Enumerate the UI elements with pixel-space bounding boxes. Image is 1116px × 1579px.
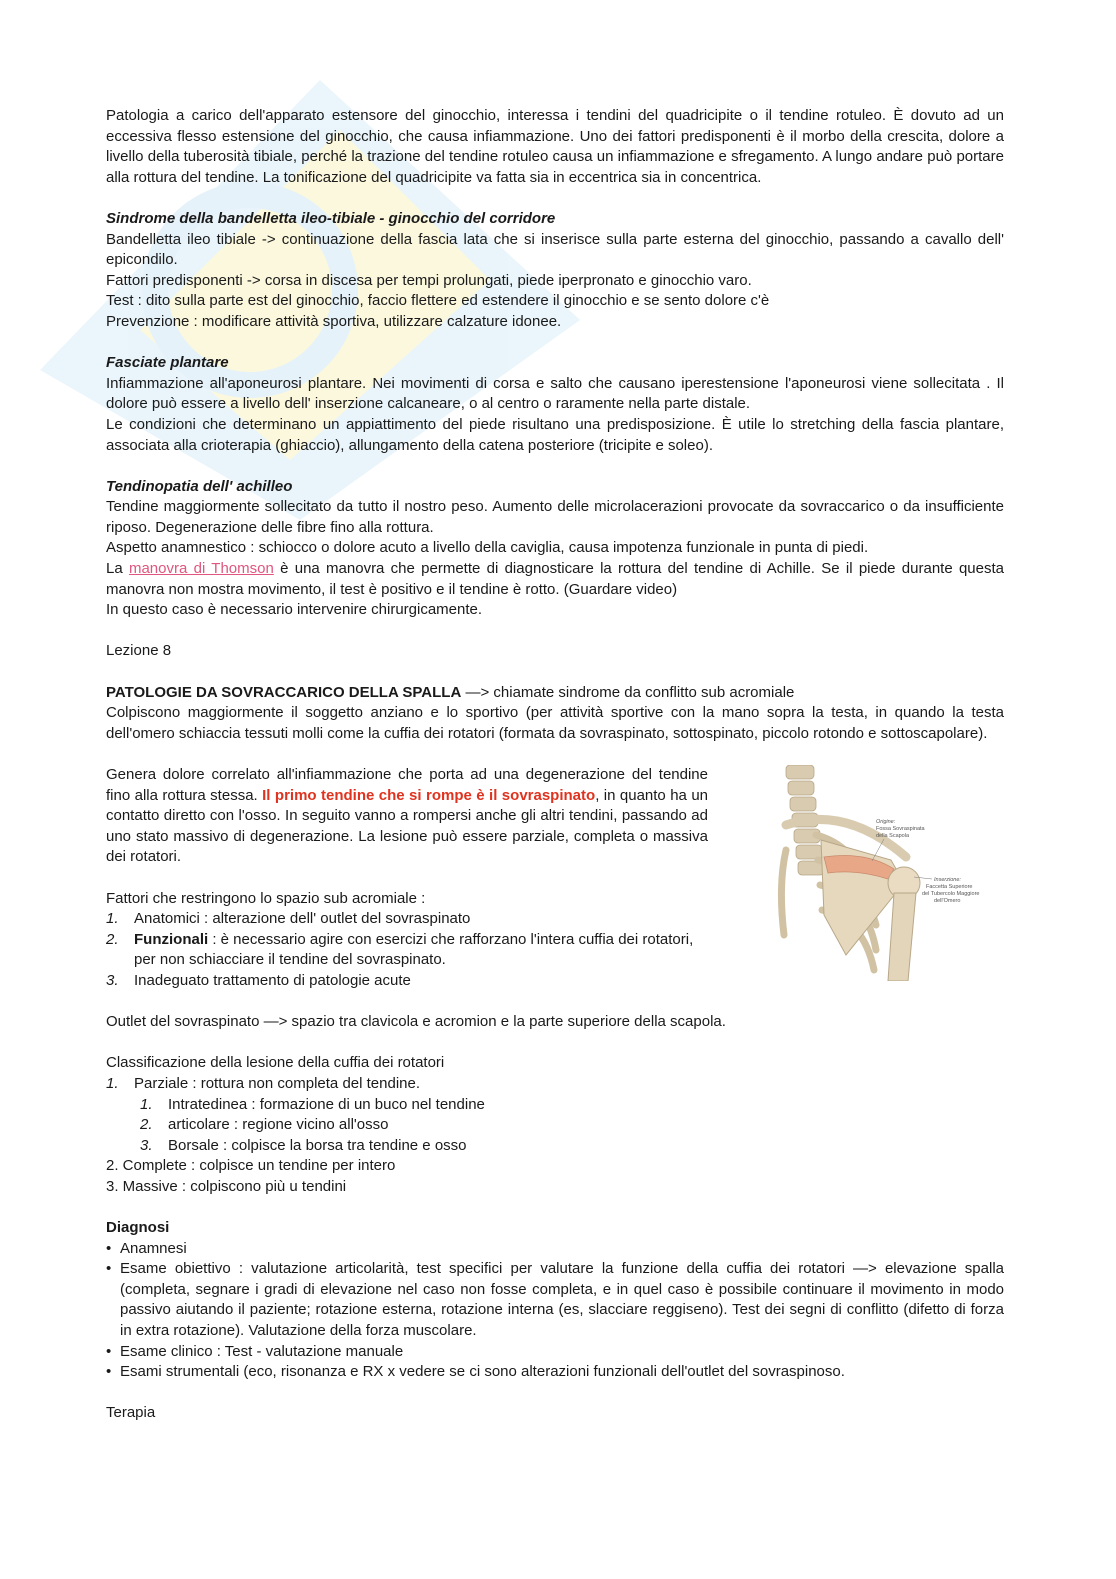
subitem-number: 2. — [140, 1116, 153, 1134]
classification-item-3: 3. Massive : colpiscono più u tendini — [106, 1177, 347, 1195]
therapy-heading: Terapia — [106, 1404, 156, 1422]
supraspinatus-highlight: Il primo tendine che si rompe è il sovraspinato — [262, 786, 596, 804]
diagnosis-item — [106, 1342, 1004, 1363]
shoulder-anatomy-image — [776, 765, 1006, 981]
achilles-line-4: In questo caso è necessario intervenire chirurgicamente. — [106, 601, 483, 619]
plantar-line-2: Le condizioni che determinano un appiattimento del piede risultano una predisposizione. È utile lo stretching della fascia plantare, associata alla crioterapia (ghiaccio), allungamento della catena posteriore (tricipite e soleo). — [106, 415, 1004, 454]
subitem-number: 1. — [140, 1095, 153, 1113]
factors-title: Fattori che restringono lo spazio sub acromiale : — [106, 889, 426, 907]
subitem-text: Borsale : colpisce la borsa tra tendine e osso — [168, 1136, 467, 1154]
classification-subitem — [106, 1136, 1004, 1157]
shoulder-line-1: Colpiscono maggiormente il soggetto anziano e lo sportivo (per attività sportive con la mano sopra la testa, in quando la testa dell'omero schiaccia tessuti molli come la cuffia dei rotatori (formata da sovraspinato, sottospinato, piccolo rotondo e sottoscapolare). — [106, 704, 1004, 742]
achilles-heading: Tendinopatia dell' achilleo — [106, 477, 293, 495]
factor-bold: Funzionali — [134, 930, 209, 948]
shoulder-figure-section — [106, 765, 1004, 992]
classification-title: Classificazione della lesione della cuffia dei rotatori — [106, 1054, 445, 1072]
origin-label-3: della Scapola — [876, 833, 910, 839]
factor-item — [106, 930, 708, 971]
lesson-label: Lezione 8 — [106, 642, 172, 660]
insertion-label-2: Faccetta Superiore — [926, 884, 973, 890]
achilles-line-3 — [106, 559, 1004, 600]
achilles-line-2: Aspetto anamnestico : schiocco o dolore acuto a livello della caviglia, causa impotenza funzionale in punta di piedi. — [106, 539, 869, 557]
bullet-icon: • — [106, 1260, 112, 1278]
factor-number: 2. — [106, 930, 119, 948]
subitem-number: 3. — [140, 1136, 153, 1154]
insertion-label-4: dell'Omero — [934, 898, 961, 904]
classification-subitem — [106, 1095, 1004, 1116]
classification-subitem — [106, 1115, 1004, 1136]
origin-label-2: Fossa Sovraspinata — [876, 826, 925, 832]
classification-number: 1. — [106, 1074, 119, 1092]
diagnosis-item — [106, 1362, 1004, 1383]
itb-line-2: Fattori predisponenti -> corsa in discesa per tempi prolungati, piede iperpronato e ginocchio varo. — [106, 271, 752, 289]
subitem-text: Intratedinea : formazione di un buco nel tendine — [168, 1095, 485, 1113]
shoulder-heading-line — [106, 683, 1004, 704]
intro-paragraph: Patologia a carico dell'apparato estensore del ginocchio, interessa i tendini del quadricipite o il tendine rotuleo. È dovuto ad un eccessiva flesso estensione del ginocchio, che causa infiammazione. Uno dei fattori predisponenti è il morbo della crescita, dolore a livello della tuberosità tibiale, perché la trazione del tendine rotuleo causa un infiammazione e sfregamento. A lungo andare può portare alla rottura del tendine. La tonificazione del quadricipite va fatta sia in eccentrica sia in concentrica. — [106, 107, 1004, 186]
diagnosis-item — [106, 1239, 1004, 1260]
diagnosis-item-text: Anamnesi — [120, 1239, 187, 1257]
bullet-icon: • — [106, 1239, 112, 1257]
factors-list — [106, 909, 708, 991]
factor-text: : è necessario agire con esercizi che rafforzano l'intera cuffia dei rotatori, per non schiacciare il tendine del sovraspinato. — [134, 930, 694, 969]
factor-text: Inadeguato trattamento di patologie acute — [134, 971, 411, 989]
diagnosis-item-text: Esami strumentali (eco, risonanza e RX x vedere se ci sono alterazioni funzionali dell'outlet del sovraspinoso. — [120, 1363, 845, 1381]
shoulder-heading: PATOLOGIE DA SOVRACCARICO DELLA SPALLA — [106, 683, 462, 701]
plantar-heading: Fasciate plantare — [106, 354, 229, 372]
factor-item — [106, 971, 708, 992]
shoulder-heading-rest: —> chiamate sindrome da conflitto sub acromiale — [461, 683, 795, 701]
diagnosis-item — [106, 1259, 1004, 1341]
outlet-line: Outlet del sovraspinato —> spazio tra clavicola e acromion e la parte superiore della scapola. — [106, 1013, 726, 1031]
factor-text: Anatomici : alterazione dell' outlet del sovraspinato — [134, 910, 471, 928]
bullet-icon: • — [106, 1363, 112, 1381]
shoulder-paragraph-2 — [106, 765, 708, 868]
itb-line-4: Prevenzione : modificare attività sportiva, utilizzare calzature idonee. — [106, 312, 562, 330]
diagnosis-item-text: Esame obiettivo : valutazione articolarità, test specifici per valutare la funzione della cuffia dei rotatori —> elevazione spalla (completa, segnare i gradi di elevazione nel caso non fosse completa, e in quel caso è possibile continuare il movimento in modo passivo aiutando il paziente; rotazione esterna, rotazione interna (es, slacciare reggiseno). Test dei segni di conflitto (difetto di forza in extra rotazione). Valutazione della forza muscolare. — [120, 1260, 1004, 1340]
shoulder-p2-pre: Genera dolore correlato all'infiammazione che porta ad una degenerazione del tendine fino alla rottura stessa. — [106, 766, 708, 804]
itb-heading: Sindrome della bandelletta ileo-tibiale - ginocchio del corridore — [106, 209, 556, 227]
bullet-icon: • — [106, 1342, 112, 1360]
subitem-text: articolare : regione vicino all'osso — [168, 1116, 389, 1134]
diagnosis-list — [106, 1239, 1004, 1383]
diagnosis-heading: Diagnosi — [106, 1219, 170, 1237]
shoulder-p2-post: , in quanto ha un contatto diretto con l'osso. In seguito vanno a rompersi anche gli altri tendini, passando ad uno stato massivo di degenerazione. La lesione può essere parziale, completa o massiva dei rotatori. — [106, 786, 709, 866]
diagnosis-item-text: Esame clinico : Test - valutazione manuale — [120, 1342, 404, 1360]
factor-number: 3. — [106, 971, 119, 989]
classification-text: Parziale : rottura non completa del tendine. — [134, 1074, 421, 1092]
itb-line-3: Test : dito sulla parte est del ginocchio, faccio flettere ed estendere il ginocchio e se sento dolore c'è — [106, 292, 770, 310]
shoulder-text-column — [106, 765, 708, 992]
achilles-line-3-pre: La — [106, 560, 129, 578]
document-page — [106, 106, 1004, 1424]
origin-label-1: Origine: — [876, 819, 896, 825]
factor-item — [106, 909, 708, 930]
insertion-label-1: Inserzione: — [934, 877, 961, 883]
insertion-label-3: del Tubercolo Maggiore — [922, 891, 980, 897]
classification-item — [106, 1074, 1004, 1095]
thomson-link[interactable]: manovra di Thomson — [128, 560, 274, 578]
factor-number: 1. — [106, 910, 119, 928]
itb-line-1: Bandelletta ileo tibiale -> continuazione della fascia lata che si inserisce sulla parte esterna del ginocchio, passando a cavallo dell' epicondilo. — [106, 230, 1004, 269]
achilles-line-1: Tendine maggiormente sollecitato da tutto il nostro peso. Aumento delle microlacerazioni provocate da sovraccarico o da insufficiente riposo. Degenerazione delle fibre fino alla rottura. — [106, 498, 1004, 536]
classification-item-2: 2. Complete : colpisce un tendine per intero — [106, 1157, 396, 1175]
achilles-line-3-post: è una manovra che permette di diagnosticare la rottura del tendine di Achille. Se il piede durante questa manovra non mostra movimento, il test è positivo e il tendine è rotto. (Guardare video) — [106, 560, 1004, 598]
plantar-line-1: Infiammazione all'aponeurosi plantare. Nei movimenti di corsa e salto che causano iperestensione l'aponeurosi viene sollecitata . Il dolore può essere a livello dell' inserzione calcaneare, o al centro o raramente nella parte distale. — [106, 374, 1004, 413]
